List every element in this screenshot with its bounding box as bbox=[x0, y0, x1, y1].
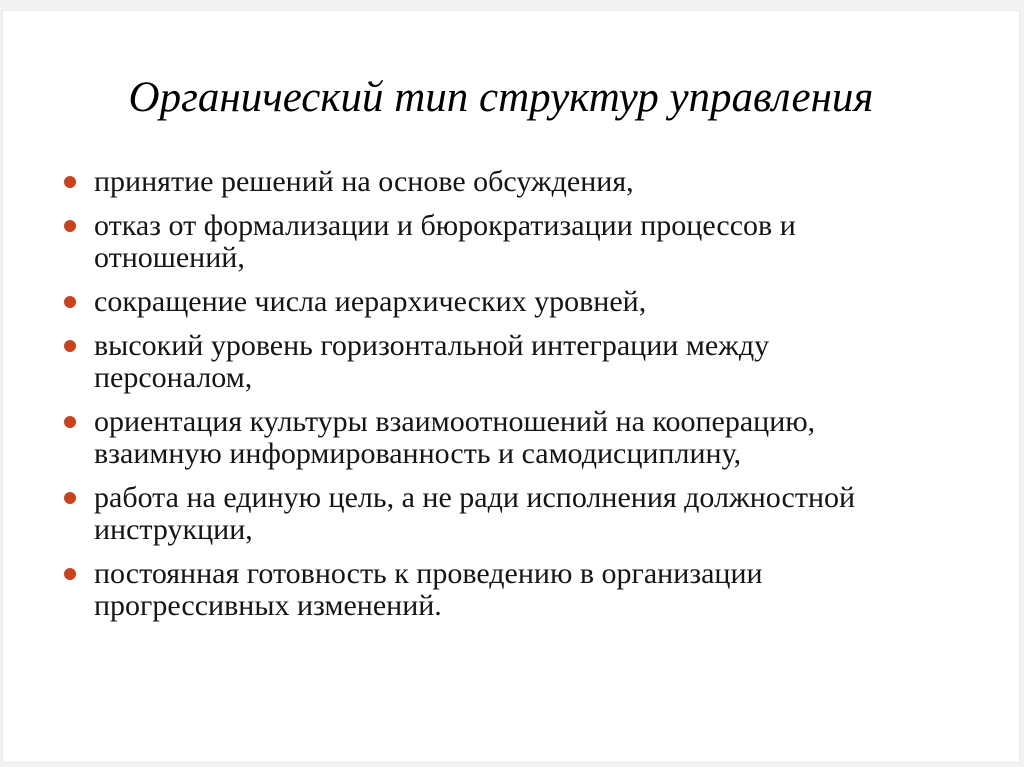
bullet-dot-icon bbox=[64, 296, 76, 308]
bullet-text bbox=[94, 406, 980, 470]
bullet-item bbox=[64, 166, 980, 198]
bullet-text bbox=[94, 558, 980, 622]
bullet-item bbox=[64, 330, 980, 394]
bullet-dot-icon bbox=[64, 568, 76, 580]
bullet-dot-icon bbox=[64, 416, 76, 428]
bullet-dot-icon bbox=[64, 492, 76, 504]
bullet-line: инструкции, bbox=[94, 513, 253, 546]
bullet-line: ориентация культуры взаимоотношений на кооперацию, bbox=[94, 405, 816, 438]
bullet-list bbox=[64, 166, 980, 634]
bullet-line: сокращение числа иерархических уровней, bbox=[94, 285, 647, 318]
bullet-line: высокий уровень горизонтальной интеграции между bbox=[94, 329, 770, 362]
bullet-dot-icon bbox=[64, 340, 76, 352]
bullet-text bbox=[94, 286, 980, 318]
bullet-text bbox=[94, 330, 980, 394]
bullet-line: персоналом, bbox=[94, 361, 253, 394]
bullet-text bbox=[94, 482, 980, 546]
bullet-item bbox=[64, 482, 980, 546]
bullet-item bbox=[64, 210, 980, 274]
bullet-item bbox=[64, 558, 980, 622]
bullet-line: постоянная готовность к проведению в организации bbox=[94, 557, 763, 590]
bullet-text bbox=[94, 166, 980, 198]
slide bbox=[2, 10, 1020, 763]
bullet-text bbox=[94, 210, 980, 274]
bullet-item bbox=[64, 286, 980, 318]
bullet-line: работа на единую цель, а не ради исполнения должностной bbox=[94, 481, 856, 514]
bullet-line: отношений, bbox=[94, 241, 245, 274]
bullet-dot-icon bbox=[64, 176, 76, 188]
bullet-dot-icon bbox=[64, 220, 76, 232]
bullet-line: взаимную информированность и самодисциплину, bbox=[94, 437, 742, 470]
bullet-line: отказ от формализации и бюрократизации процессов и bbox=[94, 209, 796, 242]
bullet-line: прогрессивных изменений. bbox=[94, 589, 442, 622]
slide-title: Органический тип структур управления bbox=[128, 74, 874, 121]
bullet-line: принятие решений на основе обсуждения, bbox=[94, 165, 634, 198]
bullet-item bbox=[64, 406, 980, 470]
